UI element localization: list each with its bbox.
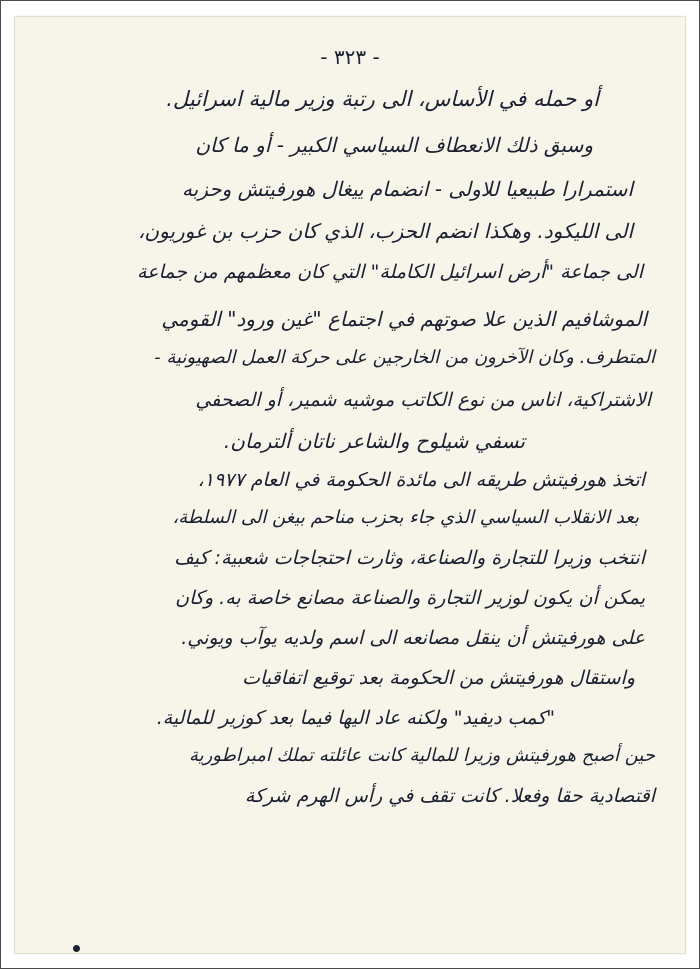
manuscript-page: [14, 16, 686, 954]
manuscript-line-11: بعد الانقلاب السياسي الذي جاء بحزب مناحم بيغن الى السلطة،: [172, 507, 639, 528]
manuscript-line-10: اتخذ هورفيتش طريقه الى مائدة الحكومة في العام ١٩٧٧،: [197, 469, 645, 491]
manuscript-line-5: الى جماعة "أرض اسرائيل الكاملة" التي كان معظمهم من جماعة: [136, 261, 643, 283]
manuscript-line-14: على هورفيتش أن ينقل مصانعه الى اسم ولديه يوآب ويوني.: [181, 627, 645, 649]
manuscript-line-17: حين أصبح هورفيتش وزيرا للمالية كانت عائلته تملك امبراطورية: [188, 745, 655, 766]
manuscript-line-6: الموشافيم الذين علا صوتهم في اجتماع "غين ورود" القومي: [161, 307, 647, 331]
page-number: - ٣٢٣ -: [320, 45, 380, 69]
ink-dot: [73, 945, 80, 952]
manuscript-line-18: اقتصادية حقا وفعلا. كانت تقف في رأس الهرم شركة: [244, 785, 655, 807]
manuscript-line-7: المتطرف. وكان الآخرون من الخارجين على حركة العمل الصهيونية -: [154, 347, 655, 368]
manuscript-line-13: يمكن أن يكون لوزير التجارة والصناعة مصانع خاصة به. وكان: [175, 587, 645, 609]
manuscript-line-8: الاشتراكية، اناس من نوع الكاتب موشيه شمير، أو الصحفي: [195, 389, 651, 411]
manuscript-line-9: تسفي شيلوح والشاعر ناتان ألترمان.: [223, 429, 525, 453]
manuscript-line-1: أو حمله في الأساس، الى رتبة وزير مالية اسرائيل.: [166, 87, 599, 111]
manuscript-line-15: واستقال هورفيتش من الحكومة بعد توقيع اتفاقيات: [242, 667, 635, 689]
manuscript-line-3: استمرارا طبيعيا للاولى - انضمام ييغال هورفيتش وحزبه: [181, 177, 633, 201]
manuscript-line-16: "كمب ديفيد" ولكنه عاد اليها فيما بعد كوزير للمالية.: [156, 707, 555, 729]
manuscript-line-2: وسبق ذلك الانعطاف السياسي الكبير - أو ما كان: [195, 133, 593, 157]
manuscript-line-4: الى الليكود. وهكذا انضم الحزب، الذي كان حزب بن غوريون،: [137, 219, 633, 243]
manuscript-line-12: انتخب وزيرا للتجارة والصناعة، وثارت احتجاجات شعبية: كيف: [174, 547, 645, 569]
